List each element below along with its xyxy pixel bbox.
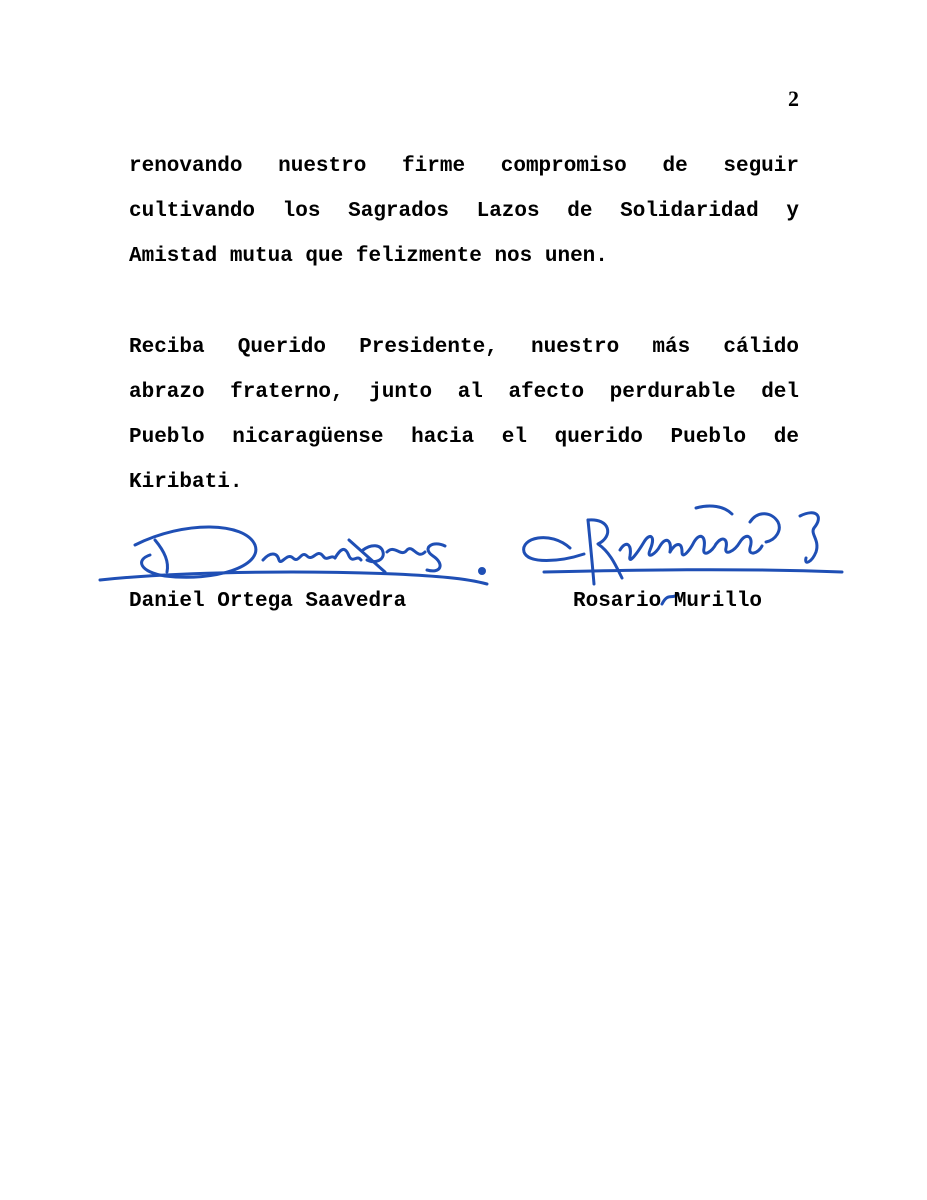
paragraph-line: Kiribati. — [129, 471, 243, 494]
paragraph-line: Pueblo nicaragüense hacia el querido Pueblo de — [129, 426, 799, 449]
paragraph-greeting — [129, 325, 799, 505]
page-number: 2 — [788, 86, 799, 111]
signature-block-left — [95, 500, 505, 625]
handwritten-signature-left — [95, 500, 505, 595]
paragraph-line: renovando nuestro firme compromiso de seguir — [129, 155, 799, 178]
signatory-name-right: Rosario Murillo — [573, 590, 763, 613]
signature-block-right — [510, 500, 850, 625]
paragraph-line: abrazo fraterno, junto al afecto perdurable del — [129, 381, 799, 404]
paragraph-line: cultivando los Sagrados Lazos de Solidaridad y — [129, 200, 799, 223]
signatory-name-left: Daniel Ortega Saavedra — [129, 590, 407, 613]
paragraph-line: Amistad mutua que felizmente nos unen. — [129, 245, 608, 268]
paragraph-closing-commitment — [129, 144, 799, 279]
paragraph-line: Reciba Querido Presidente, nuestro más cálido — [129, 336, 799, 359]
